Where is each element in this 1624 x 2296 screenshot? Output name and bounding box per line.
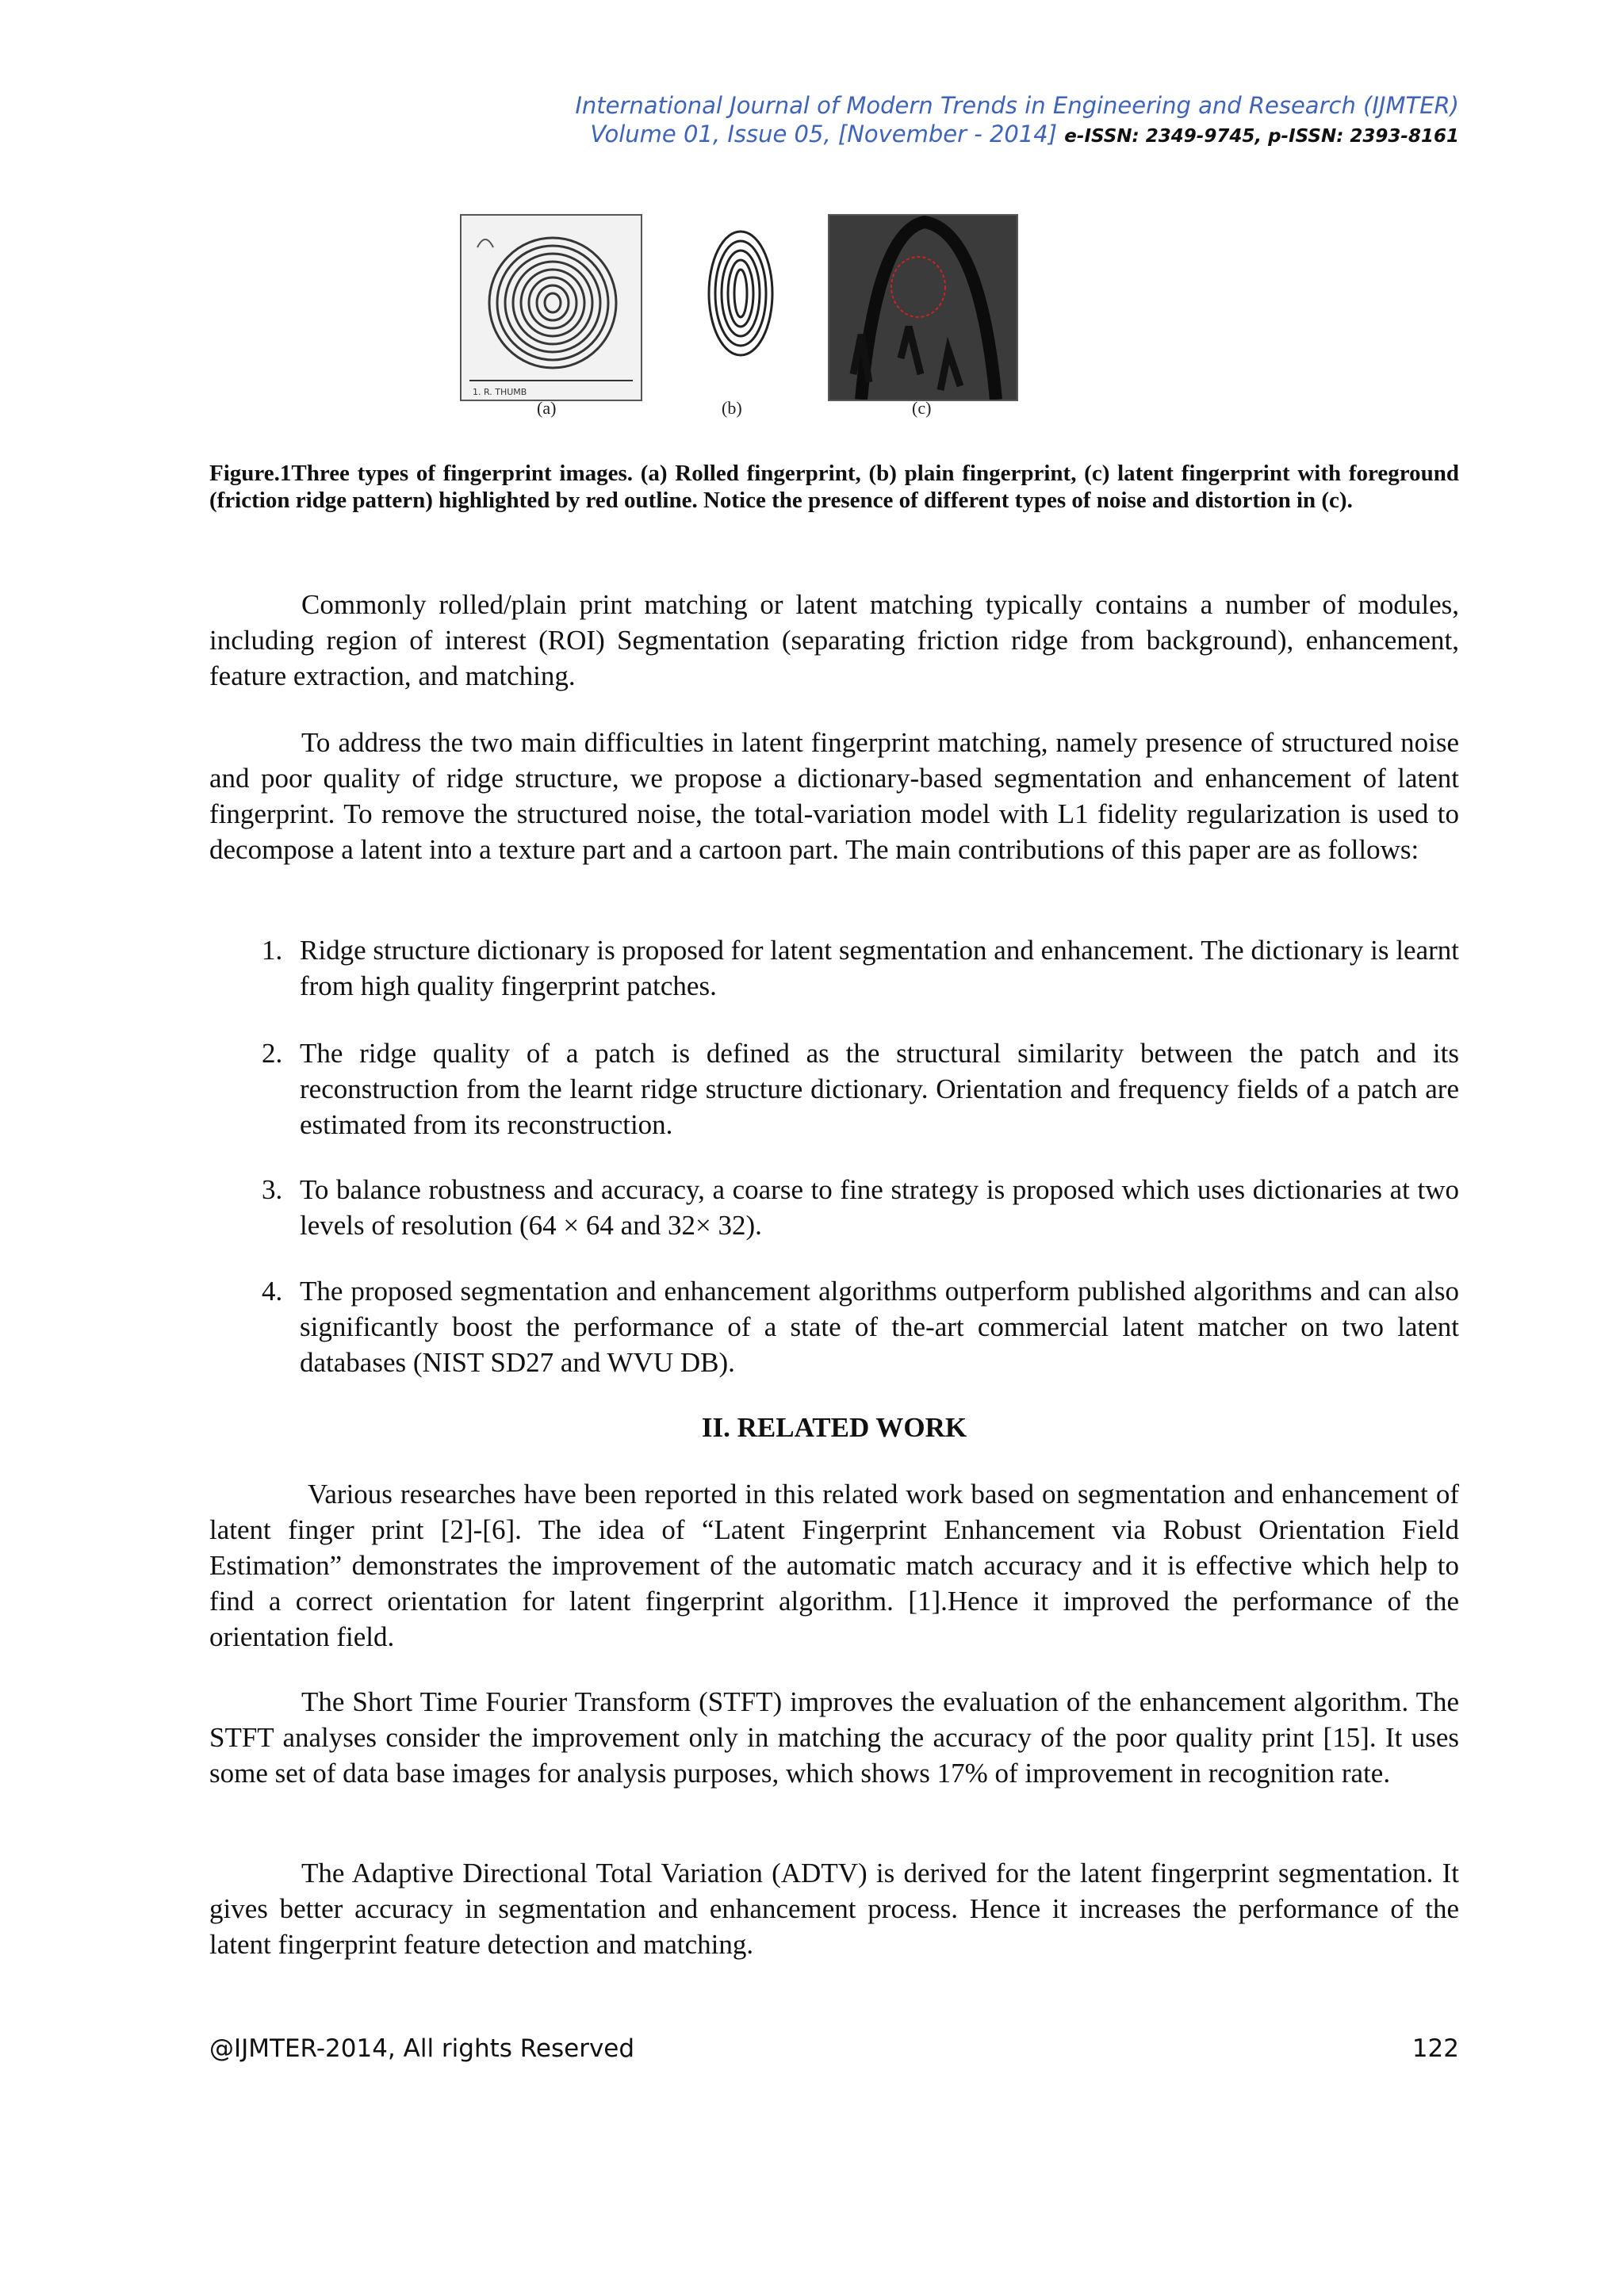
- list-item: 3. To balance robustness and accuracy, a coarse to fine strategy is proposed which uses dictionaries at two levels of resolution (64 × 64 and 32× 32).: [262, 1174, 1459, 1241]
- figure-panel-b-plain-fingerprint: [701, 214, 780, 398]
- figure-caption: Figure.1Three types of fingerprint images. (a) Rolled fingerprint, (b) plain fingerprint, (c) latent fingerprint with foreground (friction ridge pattern) highlighted by red outline. Notice the presence of different types of noise and distortion in (c).: [209, 461, 1459, 513]
- latent-fingerprint-image: [829, 216, 1017, 400]
- list-item: 2. The ridge quality of a patch is defined as the structural similarity between the patch and its reconstruction from the learnt ridge structure dictionary. Orientation and frequency fields of a patch are estimated from its reconstruction.: [262, 1038, 1459, 1140]
- journal-volume-line: [590, 121, 1459, 150]
- panel-c-label: (c): [912, 398, 932, 418]
- panel-a-card-text: 1. R. THUMB: [473, 387, 527, 397]
- journal-title: International Journal of Modern Trends in Engineering and Research (IJMTER): [575, 92, 1459, 119]
- paragraph-5: The Adaptive Directional Total Variation (ADTV) is derived for the latent fingerprint segmentation. It gives better accuracy in segmentation and enhancement process. Hence it increases the performance of the latent fingerprint feature detection and matching.: [209, 1858, 1459, 1960]
- figure-panel-c-latent-fingerprint: [828, 214, 1018, 401]
- paragraph-3: Various researches have been reported in this related work based on segmentation and enhancement of latent finger print [2]-[6]. The idea of “Latent Fingerprint Enhancement via Robust Orientation Field Estimation” demonstrates the improvement of the automatic match accuracy and it is effective which help to find a correct orientation for latent fingerprint algorithm. [1].Hence it improved the performance of the orientation field.: [209, 1479, 1459, 1652]
- page-number: 122: [1411, 2034, 1459, 2063]
- plain-fingerprint-image: [701, 214, 780, 398]
- list-item: 1. Ridge structure dictionary is proposed for latent segmentation and enhancement. The dictionary is learnt from high quality fingerprint patches.: [262, 935, 1459, 1001]
- panel-a-label: (a): [537, 398, 557, 418]
- volume-issue: Volume 01, Issue 05, [November - 2014]: [590, 121, 1058, 147]
- issn-numbers: e-ISSN: 2349-9745, p-ISSN: 2393-8161: [1064, 126, 1459, 147]
- footer-copyright: @IJMTER-2014, All rights Reserved: [209, 2034, 635, 2063]
- paragraph-2: To address the two main difficulties in latent fingerprint matching, namely presence of structured noise and poor quality of ridge structure, we propose a dictionary-based segmentation and enhancement of latent fingerprint. To remove the structured noise, the total-variation model with L1 fidelity regularization is used to decompose a latent into a texture part and a cartoon part. The main contributions of this paper are as follows:: [209, 727, 1459, 865]
- section-heading-related-work: II. RELATED WORK: [701, 1412, 967, 1443]
- rolled-fingerprint-image: [462, 216, 641, 400]
- panel-b-label: (b): [722, 398, 742, 418]
- paragraph-1: Commonly rolled/plain print matching or latent matching typically contains a number of modules, including region of interest (ROI) Segmentation (separating friction ridge from background), enhancement, feature extraction, and matching.: [209, 589, 1459, 691]
- figure-panel-a-rolled-fingerprint: [460, 214, 642, 401]
- list-item: 4. The proposed segmentation and enhancement algorithms outperform published algorithms and can also significantly boost the performance of a state of the-art commercial latent matcher on two latent databases (NIST SD27 and WVU DB).: [262, 1276, 1459, 1378]
- paragraph-4: The Short Time Fourier Transform (STFT) improves the evaluation of the enhancement algorithm. The STFT analyses consider the improvement only in matching the accuracy of the poor quality print [15]. It uses some set of data base images for analysis purposes, which shows 17% of improvement in recognition rate.: [209, 1686, 1459, 1789]
